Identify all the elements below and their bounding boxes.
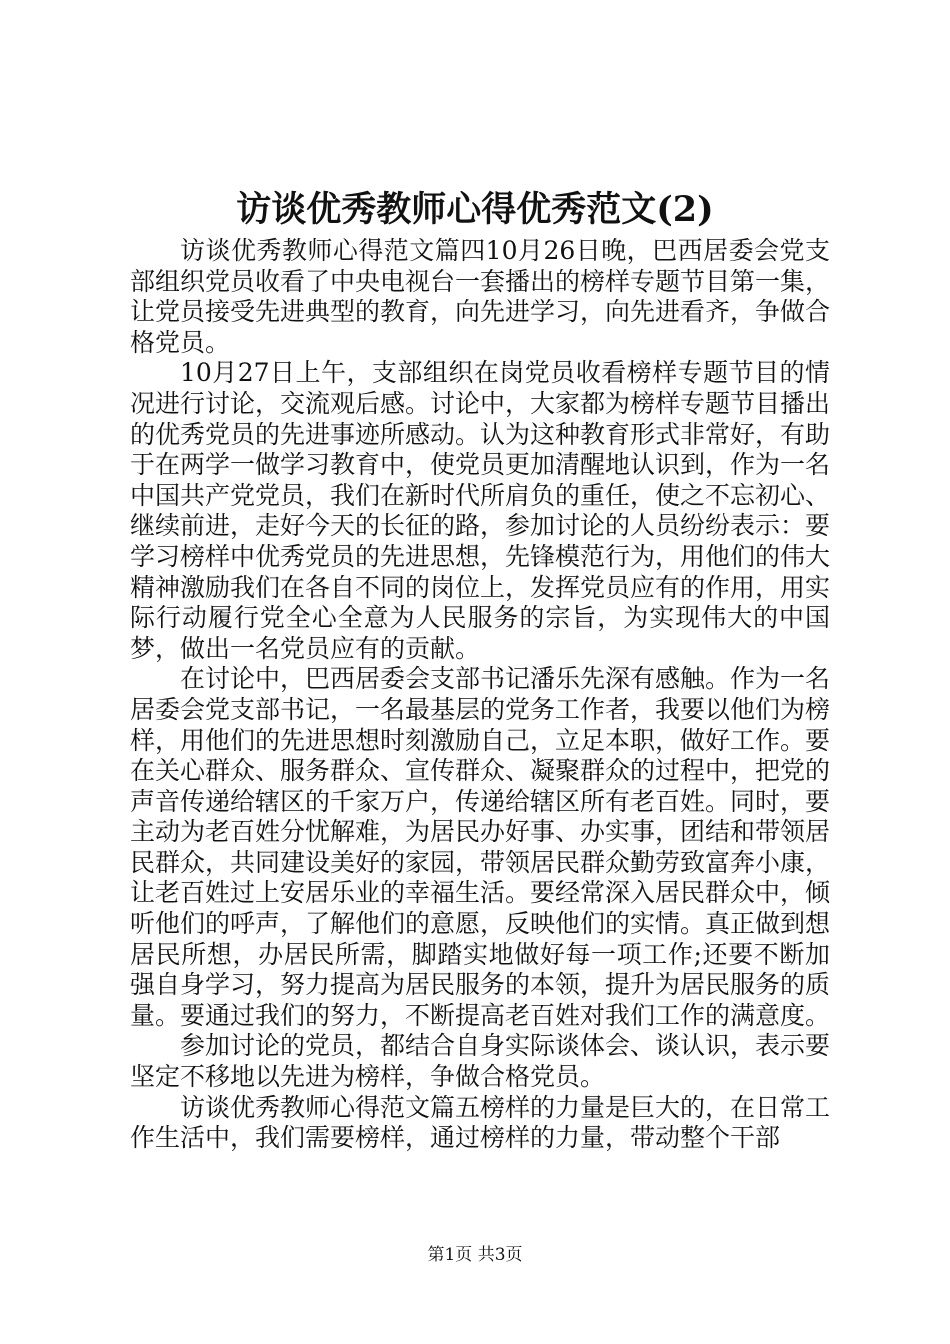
paragraph-2: 10月27日上午，支部组织在岗党员收看榜样专题节目的情况进行讨论，交流观后感。讨论中，大家都为榜样专题节目播出的优秀党员的先进事迹所感动。认为这种教育形式非常好，有助于在两学一做学习教育中，使党员更加清醒地认识到，作为一名中国共产党党员，我们在新时代所肩负的重任，使之不忘初心、继续前进，走好今天的长征的路，参加讨论的人员纷纷表示：要学习榜样中优秀党员的先进思想，先锋模范行为，用他们的伟大精神激励我们在各自不同的岗位上，发挥党员应有的作用，用实际行动履行党全心全意为人民服务的宗旨，为实现伟大的中国梦，做出一名党员应有的贡献。	[130, 358, 831, 663]
document-title: 访谈优秀教师心得优秀范文(2)	[236, 189, 714, 230]
page-number: 第1页 共3页	[427, 1245, 523, 1265]
paragraph-1: 访谈优秀教师心得范文篇四10月26日晚，巴西居委会党支部组织党员收看了中央电视台一套播出的榜样专题节目第一集，让党员接受先进典型的教育，向先进学习，向先进看齐，争做合格党员。	[130, 236, 831, 357]
document-body	[130, 236, 830, 1154]
paragraph-5: 访谈优秀教师心得范文篇五榜样的力量是巨大的，在日常工作生活中，我们需要榜样，通过榜样的力量，带动整个干部	[130, 1092, 831, 1153]
paragraph-3: 在讨论中，巴西居委会支部书记潘乐先深有感触。作为一名居委会党支部书记，一名最基层的党务工作者，我要以他们为榜样，用他们的先进思想时刻激励自己，立足本职，做好工作。要在关心群众、服务群众、宣传群众、凝聚群众的过程中，把党的声音传递给辖区的千家万户，传递给辖区所有老百姓。同时，要主动为老百姓分忧解难，为居民办好事、办实事，团结和带领居民群众，共同建设美好的家园，带领居民群众勤劳致富奔小康，让老百姓过上安居乐业的幸福生活。要经常深入居民群众中，倾听他们的呼声，了解他们的意愿，反映他们的实情。真正做到想居民所想，办居民所需，脚踏实地做好每一项工作;还要不断加强自身学习，努力提高为居民服务的本领，提升为居民服务的质量。要通过我们的努力，不断提高老百姓对我们工作的满意度。	[130, 664, 831, 1030]
paragraph-4: 参加讨论的党员，都结合自身实际谈体会、谈认识，表示要坚定不移地以先进为榜样，争做合格党员。	[130, 1031, 831, 1092]
